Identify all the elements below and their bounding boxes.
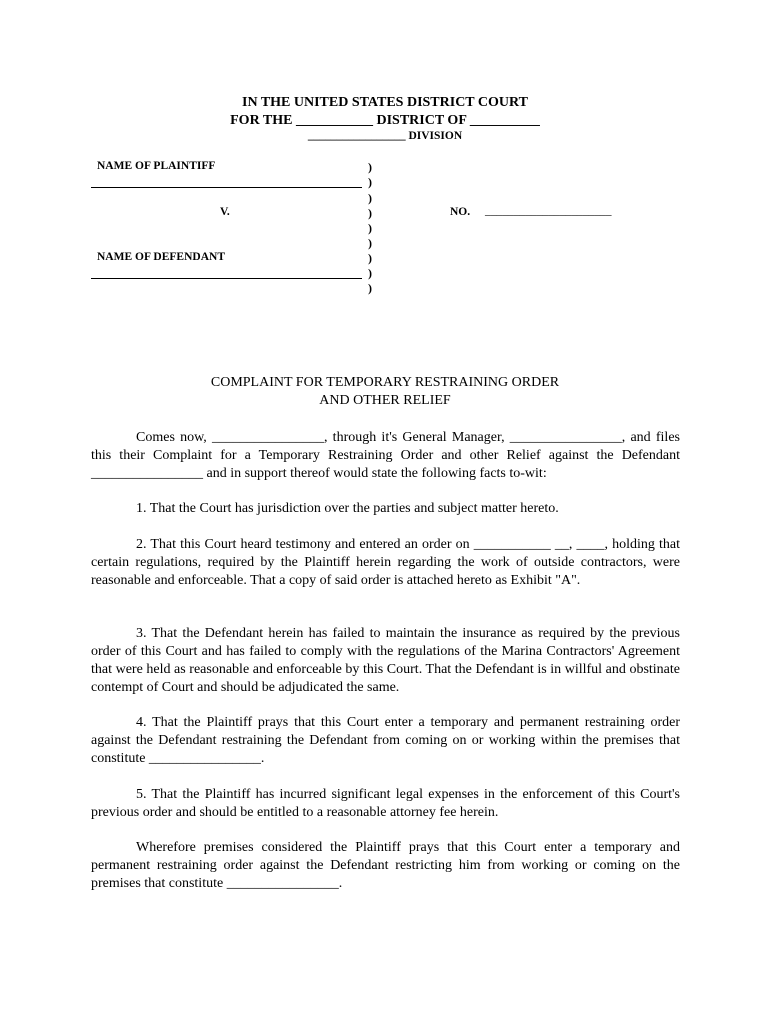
document-title: COMPLAINT FOR TEMPORARY RESTRAINING ORDER bbox=[210, 375, 560, 390]
court-heading: IN THE UNITED STATES DISTRICT COURT bbox=[242, 95, 528, 110]
intro-paragraph: Comes now, ________________, through it's General Manager, ________________, and files this their Complaint for a Temporary Restraining Order and other Relief against the Defendant ________________ and in support thereof would state the following facts to-wit: bbox=[91, 430, 680, 481]
caption-paren: ) bbox=[368, 160, 372, 174]
versus-label: V. bbox=[220, 206, 230, 218]
court-division-line: _________________ DIVISION bbox=[307, 130, 463, 142]
case-number-label: NO. bbox=[450, 206, 471, 218]
caption-paren: ) bbox=[368, 281, 372, 295]
court-district-line: FOR THE ___________ DISTRICT OF __________ bbox=[230, 113, 540, 128]
paragraph-4: 4. That the Plaintiff prays that this Court enter a temporary and permanent restraining order against the Defendant restraining the Defendant from coming on or working within the premises that constitute ________________. bbox=[91, 715, 680, 766]
caption-paren: ) bbox=[368, 251, 372, 265]
caption-paren: ) bbox=[368, 175, 372, 189]
paragraph-2: 2. That this Court heard testimony and entered an order on ___________ __, ____, holding that certain regulations, required by the Plaintiff herein regarding the work of outside contractors, were reasonable and enforceable. That a copy of said order is attached hereto as Exhibit "A". bbox=[91, 537, 680, 588]
plaintiff-label: NAME OF PLAINTIFF bbox=[97, 160, 216, 172]
defendant-label: NAME OF DEFENDANT bbox=[97, 251, 225, 263]
paragraph-1: 1. That the Court has jurisdiction over the parties and subject matter hereto. bbox=[136, 501, 559, 516]
paragraph-3: 3. That the Defendant herein has failed to maintain the insurance as required by the previous order of this Court and has failed to comply with the regulations of the Marina Contractors' Agreement that were held as reasonable and enforceable by this Court. That the Defendant is in willful and obstinate contempt of Court and should be adjudicated the same. bbox=[91, 626, 680, 695]
caption-paren: ) bbox=[368, 236, 372, 250]
document-subtitle: AND OTHER RELIEF bbox=[319, 393, 451, 408]
case-number-blank: ______________________ bbox=[485, 205, 612, 217]
defendant-name-line bbox=[91, 278, 362, 279]
wherefore-paragraph: Wherefore premises considered the Plaintiff prays that this Court enter a temporary and permanent restraining order against the Defendant restricting him from working or coming on the premises that constitute ________________. bbox=[91, 840, 680, 891]
paragraph-5: 5. That the Plaintiff has incurred significant legal expenses in the enforcement of this Court's previous order and should be entitled to a reasonable attorney fee herein. bbox=[91, 787, 680, 820]
caption-paren: ) bbox=[368, 221, 372, 235]
plaintiff-name-line bbox=[91, 187, 362, 188]
caption-paren: ) bbox=[368, 191, 372, 205]
caption-paren: ) bbox=[368, 266, 372, 280]
caption-paren: ) bbox=[368, 206, 372, 220]
